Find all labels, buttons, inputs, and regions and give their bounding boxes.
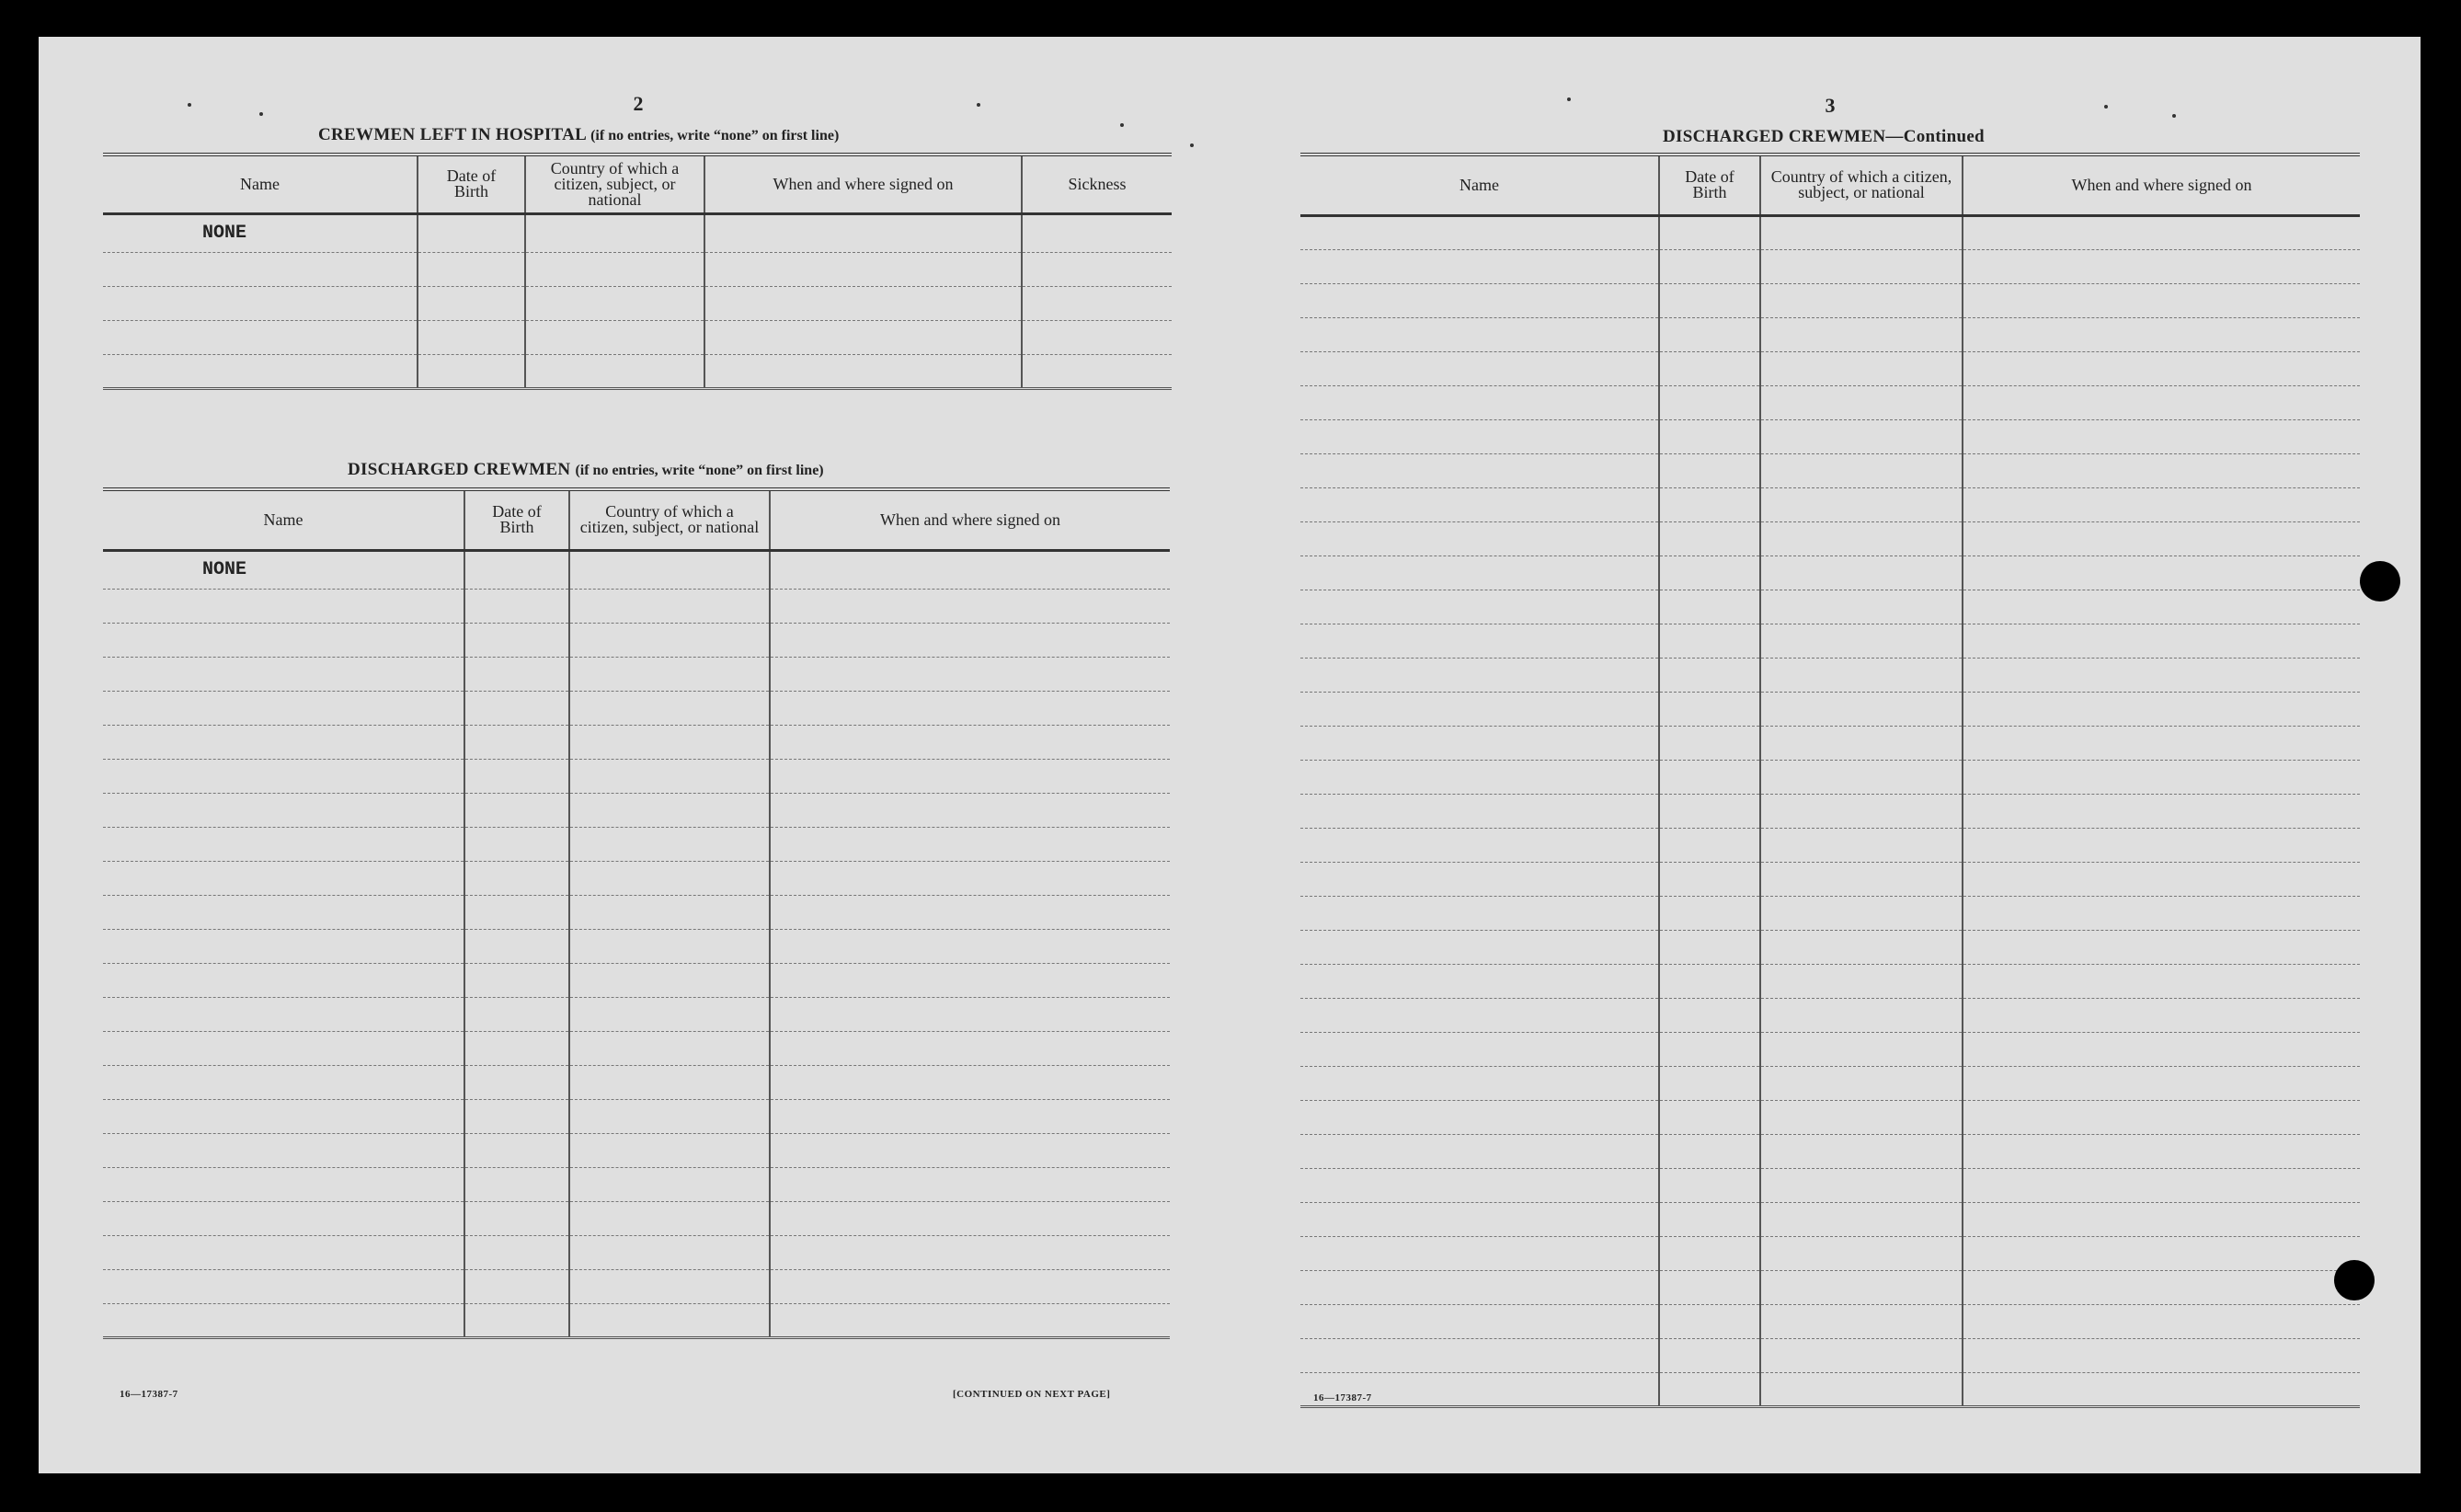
- table-row: [1300, 930, 2360, 964]
- table-row: [103, 550, 1170, 589]
- table-row: [103, 963, 1170, 997]
- table-row: [103, 354, 1172, 388]
- hospital-title-text: CREWMEN LEFT IN HOSPITAL: [318, 125, 587, 144]
- hospital-title-note: (if no entries, write “none” on first line): [590, 128, 840, 143]
- col-header-name: Name: [103, 489, 464, 550]
- table-row: [1300, 487, 2360, 521]
- table-row: [1300, 283, 2360, 317]
- table-row: [1300, 453, 2360, 487]
- table-row: [1300, 624, 2360, 658]
- table-row: [1300, 1270, 2360, 1304]
- col-header-name: Name: [1300, 155, 1659, 215]
- table-row: [1300, 964, 2360, 998]
- table-row: [1300, 1236, 2360, 1270]
- paper-speck: [188, 103, 191, 107]
- paper-speck: [1120, 123, 1124, 127]
- binder-hole-top: [2360, 561, 2400, 601]
- table-row: [1300, 590, 2360, 624]
- table-row: [103, 997, 1170, 1031]
- table-row: [1300, 317, 2360, 351]
- table-row: [1300, 419, 2360, 453]
- table-row: [103, 623, 1170, 657]
- table-row: [1300, 556, 2360, 590]
- table-row: [103, 286, 1172, 320]
- form-code-left: 16—17387-7: [120, 1389, 178, 1400]
- table-row: [1300, 1338, 2360, 1372]
- col-header-sickness: Sickness: [1022, 155, 1172, 213]
- discharged-title-note: (if no entries, write “none” on first line): [575, 463, 824, 478]
- col-header-signed-on: When and where signed on: [770, 489, 1170, 550]
- page-number-right: 3: [1825, 94, 1836, 117]
- discharged-continued-title: DISCHARGED CREWMEN—Continued: [1663, 127, 1985, 146]
- table-row: [103, 793, 1170, 827]
- table-row: [103, 213, 1172, 252]
- table-row: [1300, 1372, 2360, 1406]
- table-row: [1300, 1168, 2360, 1202]
- table-row: [103, 657, 1170, 691]
- table-row: [103, 827, 1170, 861]
- discharged-title-text: DISCHARGED CREWMEN: [348, 460, 571, 479]
- col-header-dob: Date of Birth: [418, 155, 525, 213]
- name-entry: NONE: [103, 550, 464, 589]
- discharged-table: [103, 487, 1170, 1339]
- table-row: [1300, 1134, 2360, 1168]
- table-row: [103, 1201, 1170, 1235]
- hospital-section-title: [318, 125, 839, 145]
- discharged-section-title: [348, 460, 824, 480]
- table-row: [103, 252, 1172, 286]
- table-row: [1300, 1066, 2360, 1100]
- table-row: [1300, 692, 2360, 726]
- continued-note: [CONTINUED ON NEXT PAGE]: [953, 1389, 1111, 1400]
- paper-speck: [2172, 114, 2176, 118]
- table-row: [1300, 658, 2360, 692]
- paper-speck: [259, 112, 263, 116]
- col-header-name: Name: [103, 155, 418, 213]
- table-row: [103, 1269, 1170, 1303]
- paper-speck: [1190, 143, 1194, 147]
- paper-speck: [977, 103, 980, 107]
- table-row: [1300, 726, 2360, 760]
- table-row: [103, 929, 1170, 963]
- table-row: [103, 1235, 1170, 1269]
- page-number-left: 2: [633, 92, 644, 115]
- table-row: [103, 759, 1170, 793]
- table-row: [103, 1099, 1170, 1133]
- name-entry: NONE: [103, 213, 418, 252]
- table-row: [1300, 760, 2360, 794]
- table-row: [1300, 521, 2360, 556]
- table-row: [1300, 1100, 2360, 1134]
- form-code-right: 16—17387-7: [1313, 1392, 1372, 1403]
- table-row: [103, 1031, 1170, 1065]
- paper-speck: [1567, 97, 1571, 101]
- table-row: [103, 725, 1170, 759]
- table-row: [1300, 1032, 2360, 1066]
- table-row: [1300, 1202, 2360, 1236]
- hospital-table: [103, 153, 1172, 390]
- binder-hole-bottom: [2334, 1260, 2375, 1300]
- table-row: [103, 1133, 1170, 1167]
- table-row: [103, 1303, 1170, 1337]
- table-row: [103, 895, 1170, 929]
- table-row: [1300, 862, 2360, 896]
- table-row: [1300, 896, 2360, 930]
- table-row: [103, 1167, 1170, 1201]
- table-row: [1300, 249, 2360, 283]
- paper-speck: [2104, 105, 2108, 109]
- col-header-signed-on: When and where signed on: [1963, 155, 2360, 215]
- table-row: [103, 1065, 1170, 1099]
- table-row: [1300, 385, 2360, 419]
- col-header-country: Country of which a citizen, subject, or national: [1760, 155, 1963, 215]
- table-row: [1300, 351, 2360, 385]
- col-header-dob: Date of Birth: [464, 489, 569, 550]
- table-row: [1300, 794, 2360, 828]
- col-header-signed-on: When and where signed on: [704, 155, 1022, 213]
- table-row: [1300, 215, 2360, 249]
- table-row: [103, 691, 1170, 725]
- table-row: [103, 861, 1170, 895]
- col-header-country: Country of which a citizen, subject, or national: [525, 155, 704, 213]
- table-row: [103, 589, 1170, 623]
- discharged-continued-table: [1300, 153, 2360, 1408]
- col-header-dob: Date of Birth: [1659, 155, 1760, 215]
- table-row: [1300, 998, 2360, 1032]
- col-header-country: Country of which a citizen, subject, or national: [569, 489, 770, 550]
- table-row: [103, 320, 1172, 354]
- document-sheet: [39, 37, 2421, 1473]
- table-row: [1300, 1304, 2360, 1338]
- table-row: [1300, 828, 2360, 862]
